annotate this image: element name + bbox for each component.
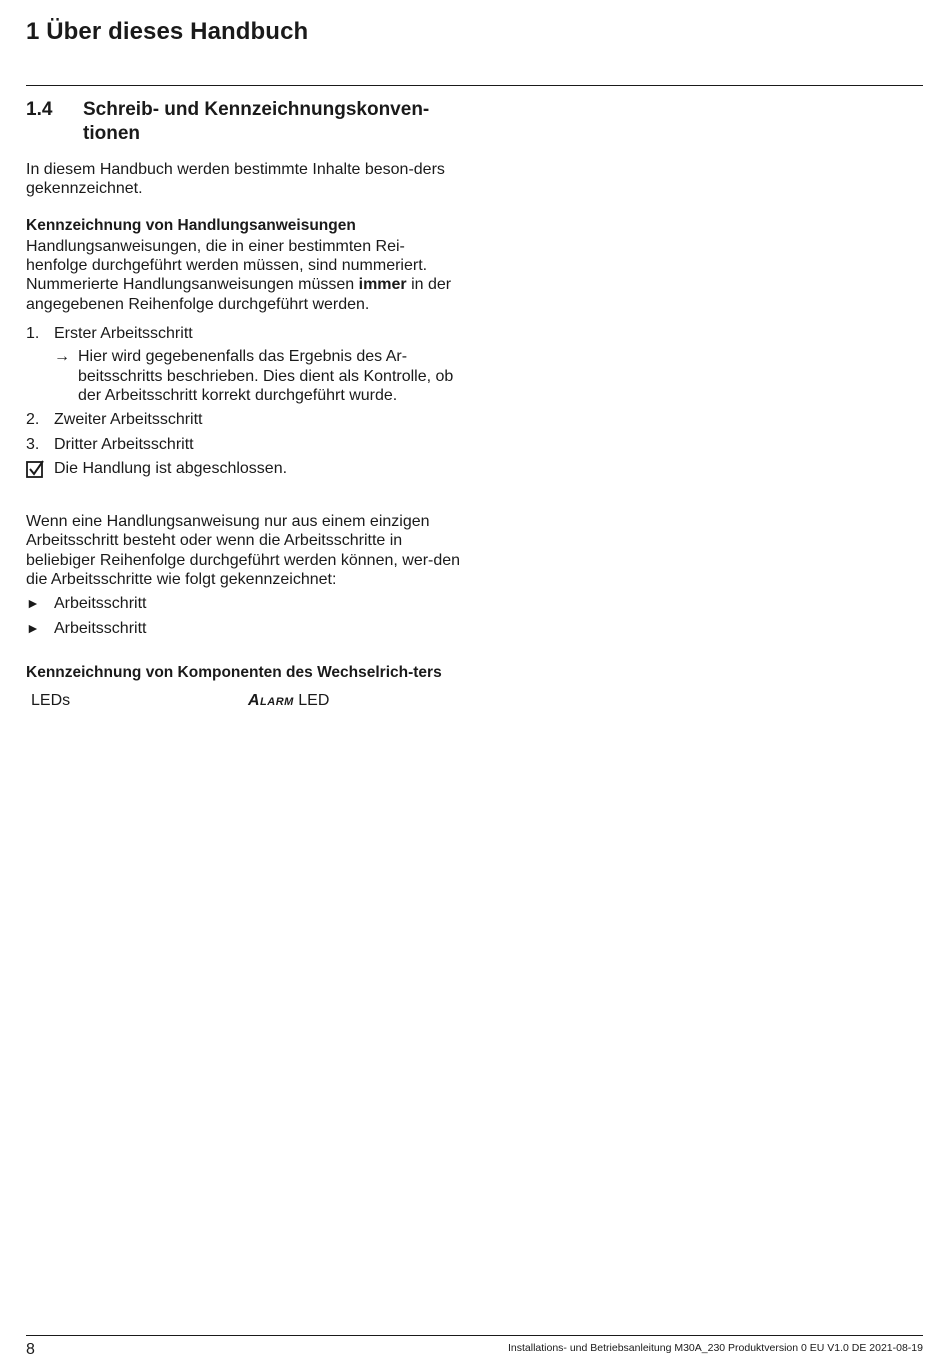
result-arrow-icon: → — [54, 348, 70, 366]
instructions-paragraph — [26, 237, 466, 314]
numbered-steps — [26, 324, 466, 454]
step-item — [26, 410, 466, 429]
chapter-title: 1 Über dieses Handbuch — [26, 18, 309, 45]
section-number: 1.4 — [26, 99, 53, 120]
bullet-item — [26, 594, 466, 613]
instructions-paragraph-part-b: in der angegebenen Reihenfolge durchgeführt werden. — [26, 276, 452, 313]
footer-divider — [26, 1335, 923, 1336]
step-text: Erster Arbeitsschritt — [54, 325, 193, 343]
instructions-paragraph-emphasis: immer — [358, 276, 407, 294]
intro-paragraph: In diesem Handbuch werden bestimmte Inhalte beson-ders gekennzeichnet. — [26, 161, 445, 198]
footer-text: Installations- und Betriebsanleitung M30A_230 Produktversion 0 EU V1.0 DE 2021-08-19 — [507, 1342, 923, 1354]
component-label: LEDs — [31, 692, 71, 710]
step-result — [54, 347, 466, 405]
components-heading: Kennzeichnung von Komponenten des Wechselrich-ters — [26, 663, 442, 681]
bullet-text: Arbeitsschritt — [54, 595, 147, 613]
completion-line — [26, 459, 466, 484]
step-text: Dritter Arbeitsschritt — [54, 435, 194, 453]
step-text: Zweiter Arbeitsschritt — [54, 411, 203, 429]
section-heading — [26, 98, 466, 146]
step-number: 2. — [26, 411, 40, 429]
single-step-paragraph: Wenn eine Handlungsanweisung nur aus einem einzigen Arbeitsschritt besteht oder wenn die Arbeitsschritte in beliebiger Reihenfolge durchgeführt werden können, wer-den die Arbeitsschritte wie folgt gekennzeichnet: — [26, 513, 461, 589]
header-divider — [26, 85, 923, 86]
triangle-bullet-icon: ► — [26, 595, 40, 612]
step-item — [26, 324, 466, 343]
alarm-name: Alarm — [248, 692, 294, 710]
step-item — [26, 435, 466, 454]
alarm-suffix: LED — [293, 692, 330, 710]
page-number: 8 — [26, 1341, 35, 1358]
section-title: Schreib- und Kennzeichnungskonven-tionen — [83, 99, 430, 144]
instructions-paragraph-part-a: Handlungsanweisungen, die in einer bestimmten Rei-henfolge durchgeführt werden müssen, sind nummeriert. Nummerierte Handlungsanweisungen müssen — [26, 237, 428, 294]
instructions-heading: Kennzeichnung von Handlungsanweisungen — [26, 216, 356, 234]
result-text: Hier wird gegebenenfalls das Ergebnis des Ar-beitsschritts beschrieben. Dies dient als Kontrolle, ob der Arbeitsschritt korrekt durchgeführt wurde. — [78, 348, 454, 404]
step-number: 3. — [26, 435, 40, 453]
triangle-bullet-icon: ► — [26, 619, 40, 636]
components-table-row — [31, 691, 466, 710]
bullet-text: Arbeitsschritt — [54, 619, 147, 637]
completion-text: Die Handlung ist abgeschlossen. — [54, 459, 288, 477]
page-content — [26, 98, 466, 711]
bullet-item — [26, 619, 466, 638]
component-value — [248, 691, 329, 710]
checkbox-checked-icon — [26, 459, 54, 484]
step-number: 1. — [26, 325, 40, 343]
